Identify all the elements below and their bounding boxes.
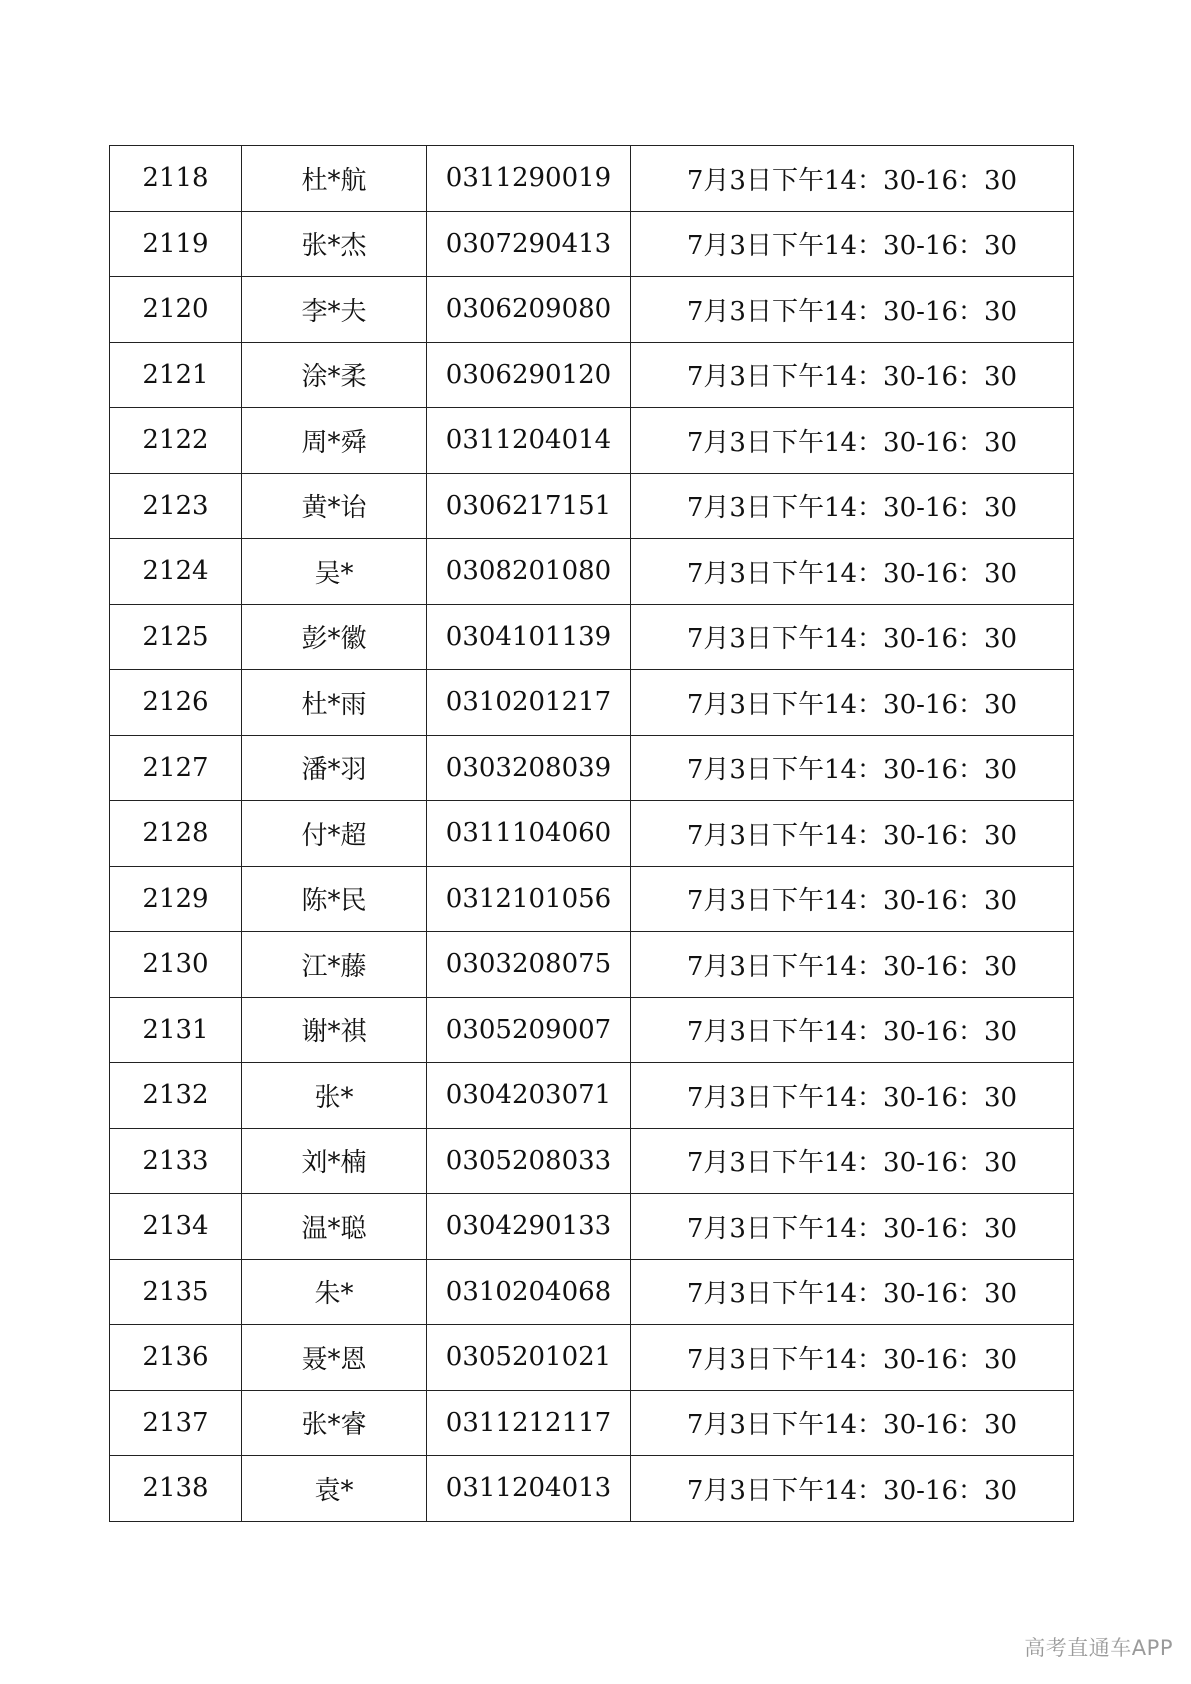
cell-name: 李*夫 [242, 277, 427, 343]
cell-exam-id: 0311204013 [427, 1456, 631, 1522]
table-row [110, 1128, 1074, 1194]
cell-name: 杜*雨 [242, 670, 427, 736]
cell-number: 2137 [110, 1390, 242, 1456]
cell-time-slot: 7月3日下午14：30-16：30 [631, 801, 1074, 867]
table-row [110, 801, 1074, 867]
cell-number: 2138 [110, 1456, 242, 1522]
cell-number: 2124 [110, 539, 242, 605]
cell-time-slot: 7月3日下午14：30-16：30 [631, 408, 1074, 474]
cell-name: 周*舜 [242, 408, 427, 474]
cell-exam-id: 0308201080 [427, 539, 631, 605]
cell-time-slot: 7月3日下午14：30-16：30 [631, 539, 1074, 605]
cell-number: 2134 [110, 1194, 242, 1260]
cell-time-slot: 7月3日下午14：30-16：30 [631, 342, 1074, 408]
cell-number: 2118 [110, 146, 242, 212]
cell-name: 吴* [242, 539, 427, 605]
table-row [110, 342, 1074, 408]
cell-name: 杜*航 [242, 146, 427, 212]
cell-name: 江*藤 [242, 932, 427, 998]
cell-time-slot: 7月3日下午14：30-16：30 [631, 1194, 1074, 1260]
cell-number: 2130 [110, 932, 242, 998]
cell-exam-id: 0310204068 [427, 1259, 631, 1325]
cell-exam-id: 0307290413 [427, 211, 631, 277]
cell-exam-id: 0303208039 [427, 735, 631, 801]
cell-name: 潘*羽 [242, 735, 427, 801]
cell-number: 2132 [110, 1063, 242, 1129]
cell-name: 张*睿 [242, 1390, 427, 1456]
cell-name: 陈*民 [242, 866, 427, 932]
cell-name: 黄*诒 [242, 473, 427, 539]
cell-number: 2136 [110, 1325, 242, 1391]
table-row [110, 1259, 1074, 1325]
table-row [110, 932, 1074, 998]
cell-time-slot: 7月3日下午14：30-16：30 [631, 670, 1074, 736]
cell-time-slot: 7月3日下午14：30-16：30 [631, 1259, 1074, 1325]
table-row [110, 473, 1074, 539]
cell-exam-id: 0306290120 [427, 342, 631, 408]
cell-exam-id: 0311290019 [427, 146, 631, 212]
cell-time-slot: 7月3日下午14：30-16：30 [631, 1325, 1074, 1391]
cell-time-slot: 7月3日下午14：30-16：30 [631, 473, 1074, 539]
table-row [110, 539, 1074, 605]
cell-time-slot: 7月3日下午14：30-16：30 [631, 604, 1074, 670]
cell-time-slot: 7月3日下午14：30-16：30 [631, 866, 1074, 932]
cell-number: 2123 [110, 473, 242, 539]
cell-time-slot: 7月3日下午14：30-16：30 [631, 1128, 1074, 1194]
cell-name: 张* [242, 1063, 427, 1129]
cell-time-slot: 7月3日下午14：30-16：30 [631, 735, 1074, 801]
table-row [110, 1325, 1074, 1391]
table-row [110, 277, 1074, 343]
cell-exam-id: 0311204014 [427, 408, 631, 474]
cell-time-slot: 7月3日下午14：30-16：30 [631, 146, 1074, 212]
table-row [110, 408, 1074, 474]
cell-number: 2120 [110, 277, 242, 343]
cell-name: 朱* [242, 1259, 427, 1325]
cell-name: 聂*恩 [242, 1325, 427, 1391]
cell-exam-id: 0305201021 [427, 1325, 631, 1391]
cell-exam-id: 0305209007 [427, 997, 631, 1063]
cell-name: 张*杰 [242, 211, 427, 277]
table-row [110, 866, 1074, 932]
cell-number: 2119 [110, 211, 242, 277]
cell-name: 袁* [242, 1456, 427, 1522]
cell-time-slot: 7月3日下午14：30-16：30 [631, 211, 1074, 277]
table-row [110, 1194, 1074, 1260]
cell-name: 温*聪 [242, 1194, 427, 1260]
cell-name: 彭*徽 [242, 604, 427, 670]
cell-exam-id: 0311104060 [427, 801, 631, 867]
cell-name: 付*超 [242, 801, 427, 867]
cell-number: 2121 [110, 342, 242, 408]
cell-exam-id: 0304203071 [427, 1063, 631, 1129]
cell-exam-id: 0312101056 [427, 866, 631, 932]
cell-number: 2125 [110, 604, 242, 670]
cell-exam-id: 0303208075 [427, 932, 631, 998]
cell-exam-id: 0306217151 [427, 473, 631, 539]
cell-exam-id: 0304290133 [427, 1194, 631, 1260]
table-row [110, 1063, 1074, 1129]
cell-time-slot: 7月3日下午14：30-16：30 [631, 997, 1074, 1063]
watermark-text: 高考直通车APP [1024, 1636, 1173, 1660]
cell-exam-id: 0305208033 [427, 1128, 631, 1194]
cell-time-slot: 7月3日下午14：30-16：30 [631, 1456, 1074, 1522]
cell-number: 2127 [110, 735, 242, 801]
table-row [110, 211, 1074, 277]
cell-name: 谢*祺 [242, 997, 427, 1063]
cell-exam-id: 0310201217 [427, 670, 631, 736]
table-row [110, 604, 1074, 670]
cell-time-slot: 7月3日下午14：30-16：30 [631, 277, 1074, 343]
cell-name: 涂*柔 [242, 342, 427, 408]
cell-number: 2135 [110, 1259, 242, 1325]
table-row [110, 146, 1074, 212]
table-row [110, 670, 1074, 736]
cell-number: 2126 [110, 670, 242, 736]
cell-exam-id: 0304101139 [427, 604, 631, 670]
cell-exam-id: 0311212117 [427, 1390, 631, 1456]
cell-time-slot: 7月3日下午14：30-16：30 [631, 1063, 1074, 1129]
cell-number: 2122 [110, 408, 242, 474]
candidate-table-body [110, 146, 1074, 1522]
cell-number: 2133 [110, 1128, 242, 1194]
cell-time-slot: 7月3日下午14：30-16：30 [631, 932, 1074, 998]
cell-number: 2128 [110, 801, 242, 867]
cell-time-slot: 7月3日下午14：30-16：30 [631, 1390, 1074, 1456]
cell-number: 2131 [110, 997, 242, 1063]
table-row [110, 735, 1074, 801]
cell-number: 2129 [110, 866, 242, 932]
table-row [110, 1456, 1074, 1522]
cell-name: 刘*楠 [242, 1128, 427, 1194]
cell-exam-id: 0306209080 [427, 277, 631, 343]
table-row [110, 1390, 1074, 1456]
candidate-table [109, 145, 1074, 1522]
table-row [110, 997, 1074, 1063]
